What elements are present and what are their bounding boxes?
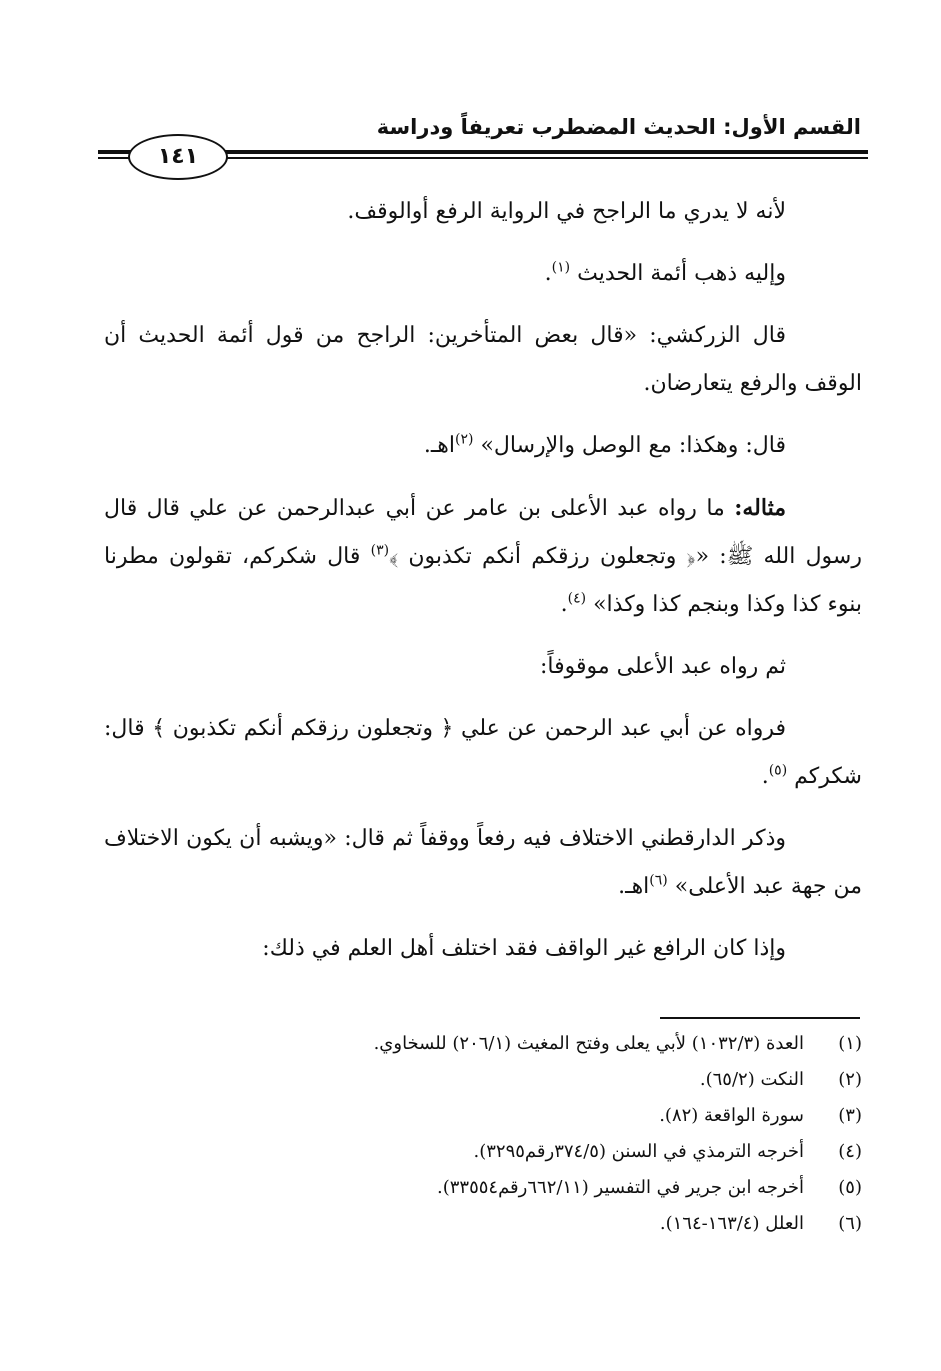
footnote-number: (٥) [838, 1177, 862, 1198]
paragraph-3 [104, 312, 862, 408]
footnote-5 [200, 1170, 862, 1206]
paragraph-text: ما رواه عبد الأعلى بن عامر عن أبي عبدالرحمن عن علي قال قال رسول الله ﷺ: «﴿ وتجعلون رزقكم أنكم تكذبون ﴾ [104, 496, 862, 569]
paragraph-7 [104, 705, 862, 801]
paragraph-tail: . [560, 592, 568, 617]
paragraph-1 [104, 188, 862, 236]
running-header-title: القسم الأول: الحديث المضطرب تعريفاً ودراسة [376, 115, 861, 139]
footnote-text: أخرجه الترمذي في السنن (٣٧٤/٥رقم٣٢٩٥). [473, 1141, 804, 1162]
body-text [104, 188, 862, 987]
footnote-number: (١) [838, 1033, 862, 1054]
footnote-reference: (١) [551, 259, 571, 276]
footnote-reference: (٤) [567, 590, 587, 607]
paragraph-5 [104, 484, 862, 629]
paragraph-text: لأنه لا يدري ما الراجح في الرواية الرفع أوالوقف. [347, 199, 786, 224]
paragraph-4 [104, 422, 862, 470]
paragraph-6 [104, 643, 862, 691]
footnote-text: أخرجه ابن جرير في التفسير (٦٦٢/١١رقم٣٣٥٥٤). [436, 1177, 804, 1198]
paragraph-text: وإذا كان الرافع غير الواقف فقد اختلف أهل العلم في ذلك: [262, 936, 786, 961]
paragraph-text: وذكر الدارقطني الاختلاف فيه رفعاً ووقفاً ثم قال: «ويشبه أن يكون الاختلاف من جهة عبد الأعلى» [104, 826, 862, 899]
page-number: ١٤١ [128, 134, 228, 180]
footnote-text: العدة (١٠٣٢/٣) لأبي يعلى وفتح المغيث (٢٠٦/١) للسخاوي. [373, 1033, 804, 1054]
example-lead: مثاله: [734, 495, 786, 521]
paragraph-text: وإليه ذهب أئمة الحديث [577, 261, 786, 286]
footnote-number: (٦) [838, 1213, 862, 1234]
footnote-text: سورة الواقعة (٨٢). [659, 1105, 804, 1126]
footnote-3 [200, 1098, 862, 1134]
paragraph-9 [104, 925, 862, 973]
paragraph-tail: اهـ. [423, 433, 455, 458]
footnote-reference: (٢) [454, 431, 474, 448]
footnote-1 [200, 1026, 862, 1062]
paragraph-text: قال: وهكذا: مع الوصل والإرسال» [480, 433, 786, 458]
footnote-4 [200, 1134, 862, 1170]
paragraph-tail: قال شكركم، تقولون مطرنا بنوء كذا وكذا وبنجم كذا وكذا» [104, 544, 862, 617]
paragraph-2 [104, 250, 862, 298]
footnote-number: (٤) [838, 1141, 862, 1162]
footnote-separator [660, 1017, 860, 1019]
paragraph-8 [104, 815, 862, 911]
footnote-text: العلل (١٦٣/٤-١٦٤). [659, 1213, 804, 1234]
paragraph-text: فرواه عن أبي عبد الرحمن عن علي ﴿ وتجعلون رزقكم أنكم تكذبون ﴾ قال: شكركم [104, 716, 862, 789]
footnotes [200, 1026, 862, 1242]
paragraph-tail: اهـ. [618, 874, 650, 899]
footnote-number: (٢) [838, 1069, 862, 1090]
footnote-reference: (٣) [370, 542, 390, 559]
footnote-reference: (٥) [768, 762, 788, 779]
footnote-reference: (٦) [649, 872, 668, 889]
paragraph-tail: . [761, 764, 769, 789]
paragraph-text: قال الزركشي: «قال بعض المتأخرين: الراجح من قول أئمة الحديث أن الوقف والرفع يتعارضان. [104, 323, 862, 396]
paragraph-text: ثم رواه عبد الأعلى موقوفاً: [539, 654, 786, 679]
footnote-text: النكت (٦٥/٢). [699, 1069, 804, 1090]
footnote-2 [200, 1062, 862, 1098]
footnote-6 [200, 1206, 862, 1242]
paragraph-tail: . [544, 261, 552, 286]
footnote-number: (٣) [838, 1105, 862, 1126]
